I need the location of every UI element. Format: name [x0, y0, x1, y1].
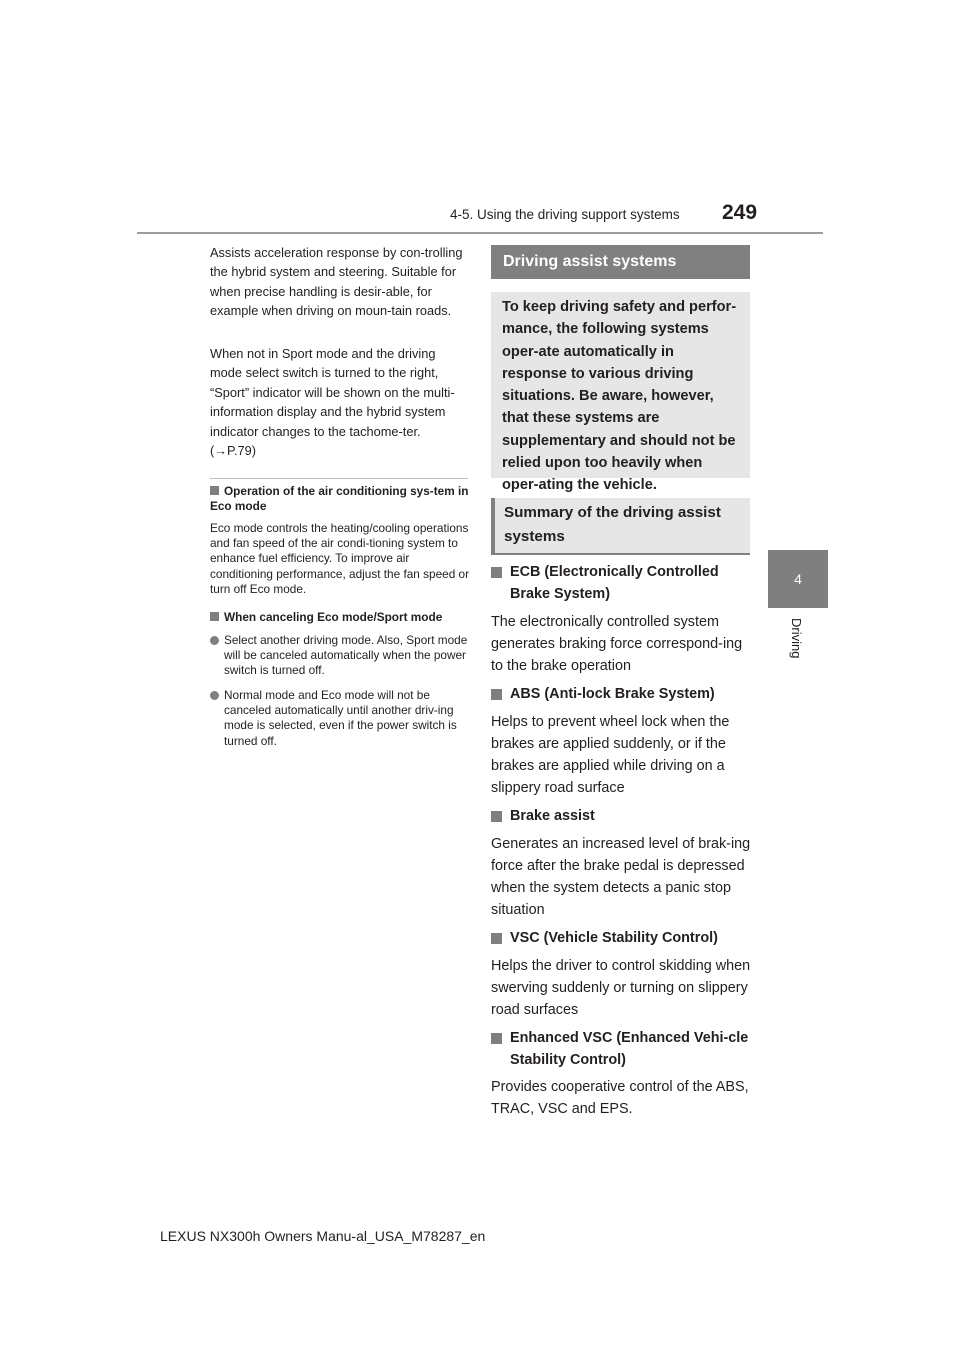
driving-assist-title-bar: Driving assist systems	[491, 245, 750, 279]
system-heading-abs: ABS (Anti-lock Brake System)	[491, 684, 751, 706]
system-heading-ecb: ECB (Electronically Controlled Brake System)	[491, 562, 751, 606]
header-divider	[137, 232, 823, 234]
square-bullet-icon	[210, 486, 219, 495]
square-bullet-icon	[491, 1033, 502, 1044]
intro-paragraph-2: When not in Sport mode and the driving mode select switch is turned to the right, “Sport” indicator will be shown on the multi-information display and the hybrid system indicator changes to the tachome-ter. (→P.79)	[210, 346, 455, 459]
square-bullet-icon	[491, 811, 502, 822]
driving-assist-intro-box: To keep driving safety and perfor-mance, the following systems oper-ate automatically in response to various driving situations. Be aware, however, that these systems are supplementary and should not be relied upon too heavily when oper-ating the vehicle.	[491, 292, 750, 478]
system-text-brake-assist: Generates an increased level of brak-ing force after the brake pedal is depressed when the system detects a panic stop situation	[491, 836, 751, 918]
system-heading-enhanced-vsc: Enhanced VSC (Enhanced Vehi-cle Stability Control)	[491, 1028, 751, 1072]
system-text-ecb: The electronically controlled system generates braking force correspond-ing to the brake operation	[491, 614, 743, 674]
note-heading-canceling: When canceling Eco mode/Sport mode	[210, 610, 472, 625]
note-bullet-2: Normal mode and Eco mode will not be canceled automatically until another driv-ing mode is selected, even if the power switch is turned off.	[210, 688, 472, 749]
square-bullet-icon	[491, 689, 502, 700]
section-title: 4-5. Using the driving support systems	[450, 207, 680, 222]
chapter-tab-number: 4	[768, 550, 828, 608]
chapter-tab-label	[786, 618, 810, 678]
notes-divider	[210, 478, 468, 479]
square-bullet-icon	[491, 567, 502, 578]
system-heading-vsc: VSC (Vehicle Stability Control)	[491, 928, 751, 950]
system-heading-brake-assist: Brake assist	[491, 806, 751, 828]
chapter-label-text: Driving	[789, 618, 804, 659]
intro-paragraph-1: Assists acceleration response by con-trolling the hybrid system and steering. Suitable for when precise handling is desir-able, for example when driving on moun-tain roads.	[210, 245, 463, 319]
note-text-eco-ac: Eco mode controls the heating/cooling operations and fan speed of the air condi-tioning system to enhance fuel efficiency. To improve air conditioning performance, adjust the fan speed or turn off Eco mode.	[210, 521, 470, 596]
note-heading-eco-ac: Operation of the air conditioning sys-tem in Eco mode	[210, 484, 469, 513]
round-bullet-icon	[210, 636, 219, 645]
system-text-enhanced-vsc: Provides cooperative control of the ABS, TRAC, VSC and EPS.	[491, 1079, 749, 1117]
round-bullet-icon	[210, 691, 219, 700]
square-bullet-icon	[210, 612, 219, 621]
square-bullet-icon	[491, 933, 502, 944]
note-bullet-1: Select another driving mode. Also, Sport mode will be canceled automatically when the power switch is turned off.	[210, 633, 472, 679]
system-text-vsc: Helps the driver to control skidding when swerving suddenly or turning on slippery road surfaces	[491, 958, 751, 1018]
page-number: 249	[722, 201, 758, 224]
summary-heading: Summary of the driving assist systems	[491, 498, 750, 555]
system-text-abs: Helps to prevent wheel lock when the brakes are applied suddenly, or if the brakes are applied while driving on a slippery road surface	[491, 714, 730, 796]
footer-manual-id: LEXUS NX300h Owners Manu-al_USA_M78287_en	[160, 1228, 486, 1244]
